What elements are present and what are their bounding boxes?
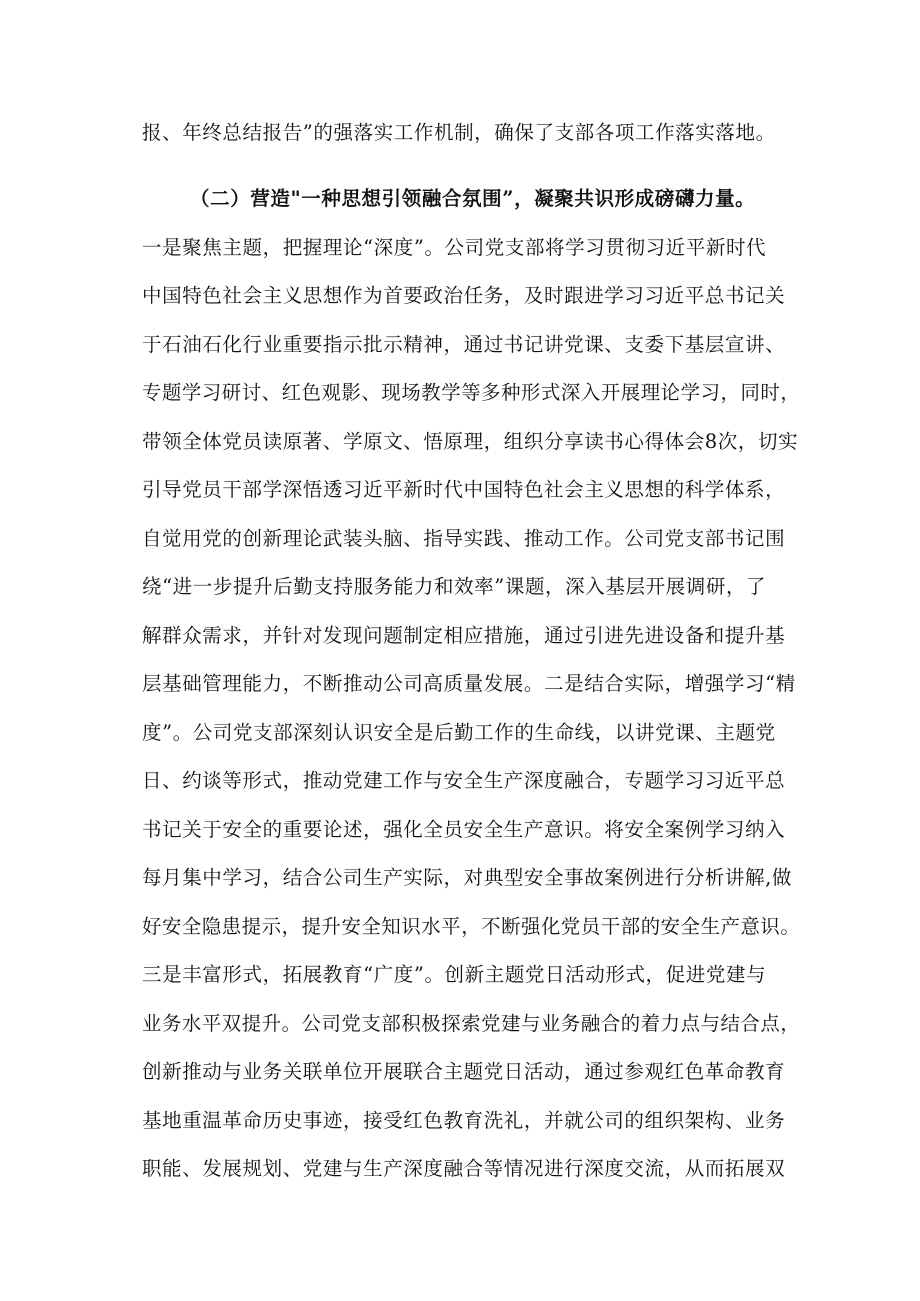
body-line: 自觉用党的创新理论武装头脑、指导实践、推动工作。公司党支部书记围 <box>142 527 786 550</box>
intro-line: 报、年终总结报告”的强落实工作机制，确保了支部各项工作落实落地。 <box>142 121 776 144</box>
body-line: 日、约谈等形式，推动党建工作与安全生产深度融合，专题学习习近平总 <box>142 769 786 792</box>
body-line: 专题学习研讨、红色观影、现场教学等多种形式深入开展理论学习，同时， <box>142 381 801 404</box>
body-line: 好安全隐患提示，提升安全知识水平，不断强化党员干部的安全生产意识。 <box>142 915 801 938</box>
section-heading: （二）营造"一种思想引领融合氛围”，凝聚共识形成磅礴力量。 <box>190 187 756 210</box>
body-line: 每月集中学习，结合公司生产实际，对典型安全事故案例进行分析讲解,做 <box>142 866 792 889</box>
body-line: 中国特色社会主义思想作为首要政治任务，及时跟进学习习近平总书记关 <box>142 284 786 307</box>
body-line: 绕“进一步提升后勤支持服务能力和效率”课题，深入基层开展调研，了 <box>142 575 767 598</box>
body-line: 带领全体党员读原著、学原文、悟原理，组织分享读书心得体会8次，切实 <box>142 430 799 453</box>
body-line: 职能、发展规划、党建与生产深度融合等情况进行深度交流，从而拓展双 <box>142 1157 786 1180</box>
body-line: 创新推动与业务关联单位开展联合主题党日活动，通过参观红色革命教育 <box>142 1060 786 1083</box>
body-line: 引导党员干部学深悟透习近平新时代中国特色社会主义思想的科学体系， <box>142 478 786 501</box>
body-line: 基地重温革命历史事迹，接受红色教育洗礼，并就公司的组织架构、业务 <box>142 1109 786 1132</box>
body-line: 三是丰富形式，拓展教育“广度”。创新主题党日活动形式，促进党建与 <box>142 963 767 986</box>
body-line: 书记关于安全的重要论述，强化全员安全生产意识。将安全案例学习纳入 <box>142 818 786 841</box>
body-line: 一是聚焦主题，把握理论“深度”。公司党支部将学习贯彻习近平新时代 <box>142 236 767 259</box>
body-line: 度”。公司党支部深刻认识安全是后勤工作的生命线，以讲党课、主题党 <box>142 721 776 744</box>
body-line: 层基础管理能力，不断推动公司高质量发展。二是结合实际，增强学习“精 <box>142 672 796 695</box>
body-line: 业务水平双提升。公司党支部积极探索党建与业务融合的着力点与结合点， <box>142 1012 801 1035</box>
body-line: 于石油石化行业重要指示批示精神，通过书记讲党课、支委下基层宣讲、 <box>142 333 786 356</box>
body-line: 解群众需求，并针对发现问题制定相应措施，通过引进先进设备和提升基 <box>142 624 786 647</box>
